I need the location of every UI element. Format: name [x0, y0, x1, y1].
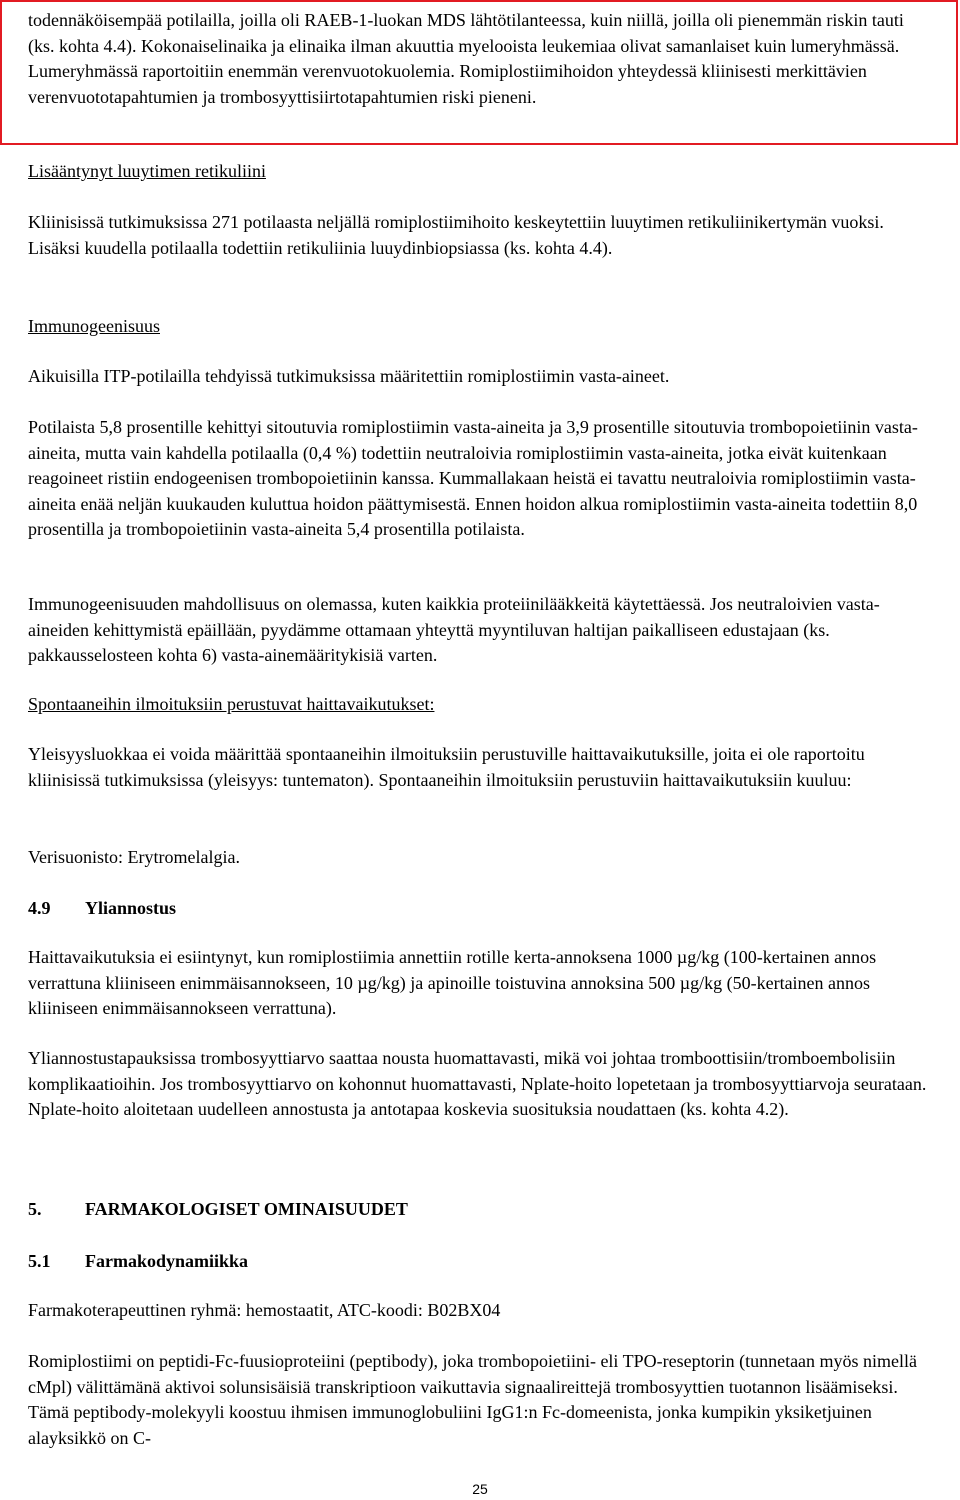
highlighted-text-box [0, 0, 958, 145]
immunogeenisuus-paragraph-1: Aikuisilla ITP-potilailla tehdyissä tutkimuksissa määritettiin romiplostiimin vasta-aineet. [28, 366, 670, 386]
section-5-1-paragraph-1: Farmakoterapeuttinen ryhmä: hemostaatit, ATC-koodi: B02BX04 [28, 1300, 501, 1320]
section-5-1-heading [28, 1249, 932, 1275]
immunogeenisuus-paragraph-3: Immunogeenisuuden mahdollisuus on olemassa, kuten kaikkia proteiinilääkkeitä käytettäessä. Jos neutraloivien vasta-aineiden kehittymistä epäillään, pyydämme ottamaan yhteyttä myyntiluvan haltijan paikalliseen edustajaan (ks. pakkausselosteen kohta 6) vasta-ainemääritykisiä varten. [28, 594, 880, 665]
section-5-heading [28, 1197, 932, 1223]
spontaanit-title: Spontaaneihin ilmoituksiin perustuvat haittavaikutukset: [28, 694, 435, 714]
section-4-9-title: Yliannostus [85, 898, 177, 918]
section-5-title: FARMAKOLOGISET OMINAISUUDET [85, 1199, 408, 1219]
retikuliini-title: Lisääntynyt luuytimen retikuliini [28, 161, 266, 181]
section-4-9-heading [28, 896, 932, 922]
section-4-9-number: 4.9 [28, 898, 51, 918]
spontaanit-item: Verisuonisto: Erytromelalgia. [28, 847, 240, 867]
spontaanit-paragraph: Yleisyysluokkaa ei voida määrittää spontaaneihin ilmoituksiin perustuville haittavaikutuksille, joita ei ole raportoitu kliinisissä tutkimuksissa (yleisyys: tuntematon). Spontaaneihin ilmoituksiin perustuviin haittavaikutuksiin kuuluu: [28, 744, 865, 790]
section-5-1-paragraph-2: Romiplostiimi on peptidi-Fc-fuusioproteiini (peptibody), joka trombopoietiini- eli TPO-reseptorin (tunnetaan myös nimellä cMpl) välittämänä aktivoi solunsisäisiä transkriptioon vaikuttavia signaalireittejä trombosyyttien tuotannon lisäämiseksi. Tämä peptibody-molekyyli koostuu ihmisen immunoglobuliini IgG1:n Fc-domeenista, jonka kumpikin yksiketjuinen alayksikkö on C- [28, 1351, 918, 1448]
section-5-1-title: Farmakodynamiikka [85, 1251, 249, 1271]
section-4-9-paragraph-2: Yliannostustapauksissa trombosyyttiarvo saattaa nousta huomattavasti, mikä voi johtaa tromboottisiin/tromboembolisiin komplikaatioihin. Jos trombosyyttiarvo on kohonnut huomattavasti, Nplate-hoito lopetetaan ja trombosyyttiarvoja seurataan. Nplate-hoito aloitetaan uudelleen annostusta ja antotapaa koskevia suosituksia noudattaen (ks. kohta 4.2). [28, 1048, 927, 1119]
page-number: 25 [472, 1481, 488, 1497]
immunogeenisuus-title: Immunogeenisuus [28, 316, 160, 336]
section-5-1-number: 5.1 [28, 1251, 51, 1271]
highlighted-paragraph: todennäköisempää potilailla, joilla oli RAEB-1-luokan MDS lähtötilanteessa, kuin niillä, joilla oli pienemmän riskin tauti (ks. kohta 4.4). Kokonaiselinaika ja elinaika ilman akuuttia myelooista leukemiaa olivat samanlaiset kuin lumeryhmässä. Lumeryhmässä raportoitiin enemmän verenvuotokuolemia. Romiplostiimihoidon yhteydessä kliinisesti merkittävien verenvuototapahtumien ja trombosyyttisiirtotapahtumien riski pieneni. [28, 10, 904, 107]
section-4-9-paragraph-1: Haittavaikutuksia ei esiintynyt, kun romiplostiimia annettiin rotille kerta-annoksena 1000 µg/kg (100-kertainen annos verrattuna kliiniseen enimmäisannokseen, 10 µg/kg) ja apinoille toistuvina annoksina 500 µg/kg (50-kertainen annos kliiniseen enimmäisannokseen verrattuna). [28, 947, 877, 1018]
section-5-number: 5. [28, 1199, 42, 1219]
immunogeenisuus-paragraph-2: Potilaista 5,8 prosentille kehittyi sitoutuvia romiplostiimin vasta-aineita ja 3,9 prosentille sitoutuvia trombopoietiinin vasta-aineita, mutta vain kahdella potilaalla (0,4 %) todettiin neutraloivia romiplostiimin vasta-aineita, jotka eivät kuitenkaan reagoineet ristiin endogeenisen trombopoietiinin kanssa. Kummallakaan heistä ei tavattu neutraloivia romiplostiimin vasta-aineita enää neljän kuukauden kuluttua hoidon päättymisestä. Ennen hoidon alkua romiplostiimin vasta-aineita todettiin 8,0 prosentilla ja trombopoietiinin vasta-aineita 5,4 prosentilla potilaista. [28, 417, 918, 539]
retikuliini-paragraph: Kliinisissä tutkimuksissa 271 potilaasta neljällä romiplostiimihoito keskeytettiin luuytimen retikuliinikertymän vuoksi. Lisäksi kuudella potilaalla todettiin retikuliinia luuydinbiopsiassa (ks. kohta 4.4). [28, 212, 884, 258]
